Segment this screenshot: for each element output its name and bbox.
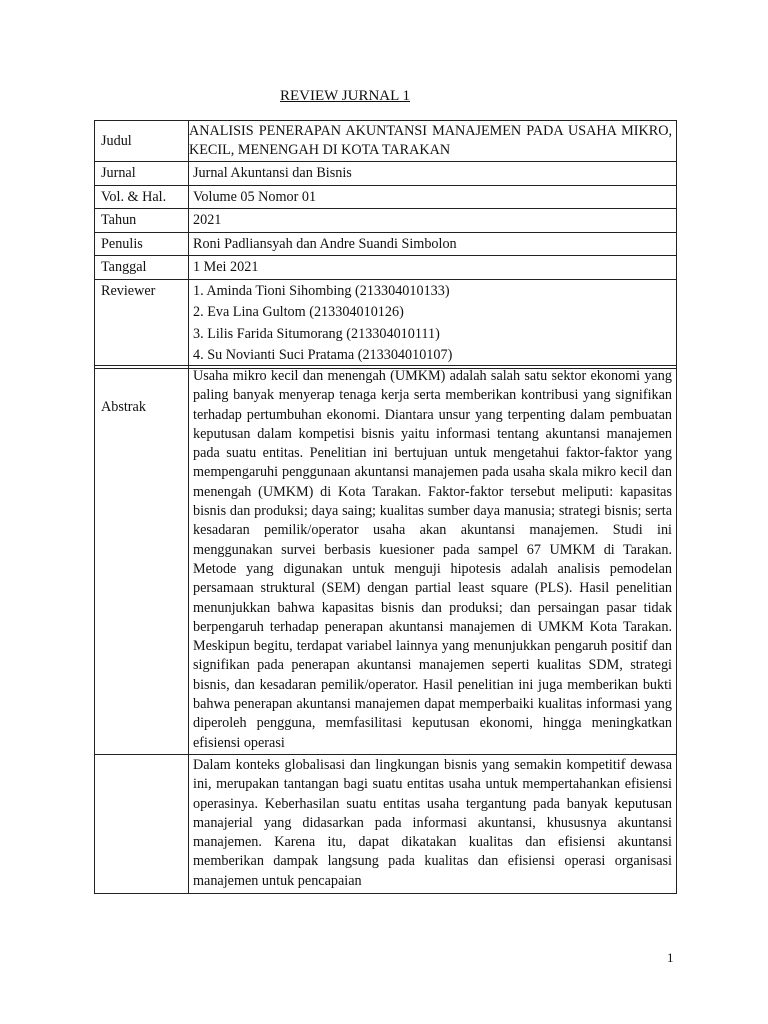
abstrak-label-cell: [95, 366, 189, 755]
intro-label: [95, 754, 189, 893]
vol-label: Vol. & Hal.: [95, 185, 189, 209]
abstract-table: [94, 365, 677, 894]
intro-text: Dalam konteks globalisasi dan lingkungan bisnis yang semakin kompetitif dewasa ini, merupakan tantangan bagi suatu entitas usaha untuk mempertahankan efisiensi operasinya. Keberhasilan suatu entitas usaha tergantung pada banyak keputusan manajerial yang didasarkan pada informasi akuntansi, khususnya akuntansi manajemen. Karena itu, dapat dikatakan kualitas dan efisiensi akuntansi memberikan dampak langsung pada kualitas dan efisiensi operasi organisasi manajemen untuk pencapaian: [189, 754, 677, 893]
row-tanggal: [95, 256, 677, 280]
penulis-label: Penulis: [95, 232, 189, 256]
reviewer-item: 4. Su Novianti Suci Pratama (213304010107): [193, 347, 453, 363]
row-tahun: [95, 209, 677, 233]
tanggal-label: Tanggal: [95, 256, 189, 280]
reviewer-item: 1. Aminda Tioni Sihombing (213304010133): [193, 282, 450, 299]
judul-value: ANALISIS PENERAPAN AKUNTANSI MANAJEMEN PADA USAHA MIKRO, KECIL, MENENGAH DI KOTA TARAKAN: [189, 121, 677, 162]
row-reviewer: [95, 279, 677, 368]
document-title: REVIEW JURNAL 1: [280, 88, 410, 104]
vol-value: Volume 05 Nomor 01: [189, 185, 677, 209]
reviewer-label: Reviewer: [95, 279, 189, 368]
judul-label: Judul: [95, 121, 189, 162]
row-vol: [95, 185, 677, 209]
row-intro: [95, 754, 677, 893]
abstrak-label: Abstrak: [101, 398, 146, 415]
row-judul: [95, 121, 677, 162]
row-jurnal: [95, 162, 677, 186]
abstrak-text: Usaha mikro kecil dan menengah (UMKM) adalah salah satu sektor ekonomi yang paling banyak menyerap tenaga kerja serta memberikan kontribusi yang signifikan terhadap pertumbuhan ekonomi. Diantara unsur yang terpenting dalam pembuatan keputusan dalam kompetisi bisnis yaitu informasi tentang akuntansi manajemen pada suatu entitas. Penelitian ini bertujuan untuk mengetahui faktor-faktor yang mempengaruhi penggunaan akuntansi manajemen pada usaha skala mikro kecil dan menengah (UMKM) di Kota Tarakan. Faktor-faktor tersebut meliputi: kapasitas bisnis dan produksi; daya saing; kualitas sumber daya manusia; strategi bisnis; serta kesadaran pemilik/operator usaha akan akuntansi manajemen. Studi ini menggunakan survei berbasis kuesioner pada sampel 67 UMKM di Tarakan. Metode yang digunakan untuk menguji hipotesis adalah analisis pemodelan persamaan struktural (SEM) dengan partial least square (PLS). Hasil penelitian menunjukkan bahwa kapasitas bisnis dan produksi; dan persaingan pasar tidak berpengaruh terhadap penerapan akuntansi manajemen di UMKM Kota Tarakan. Meskipun begitu, terdapat variabel lainnya yang menunjukkan pengaruh positif dan signifikan pada penerapan akuntansi manajemen seperti kualitas SDM, strategi bisnis, dan kesadaran pemilik/operator. Hasil penelitian ini juga memberikan bukti bahwa penerapan akuntansi manajemen dapat memperbaiki kualitas informasi yang diperoleh pengguna, memfasilitasi keputusan ekonomi, hingga meningkatkan efisiensi operasi: [189, 366, 677, 755]
tanggal-value: 1 Mei 2021: [189, 256, 677, 280]
row-abstrak: [95, 366, 677, 755]
row-penulis: [95, 232, 677, 256]
reviewer-item: 2. Eva Lina Gultom (213304010126): [193, 304, 404, 320]
jurnal-value: Jurnal Akuntansi dan Bisnis: [189, 162, 677, 186]
tahun-label: Tahun: [95, 209, 189, 233]
jurnal-label: Jurnal: [95, 162, 189, 186]
reviewer-item: 3. Lilis Farida Situmorang (213304010111): [193, 325, 440, 342]
penulis-value: Roni Padliansyah dan Andre Suandi Simbolon: [189, 232, 677, 256]
page-number: 1: [667, 950, 674, 965]
tahun-value: 2021: [189, 209, 677, 233]
journal-info-table: [94, 120, 677, 369]
reviewer-list: [189, 279, 677, 368]
